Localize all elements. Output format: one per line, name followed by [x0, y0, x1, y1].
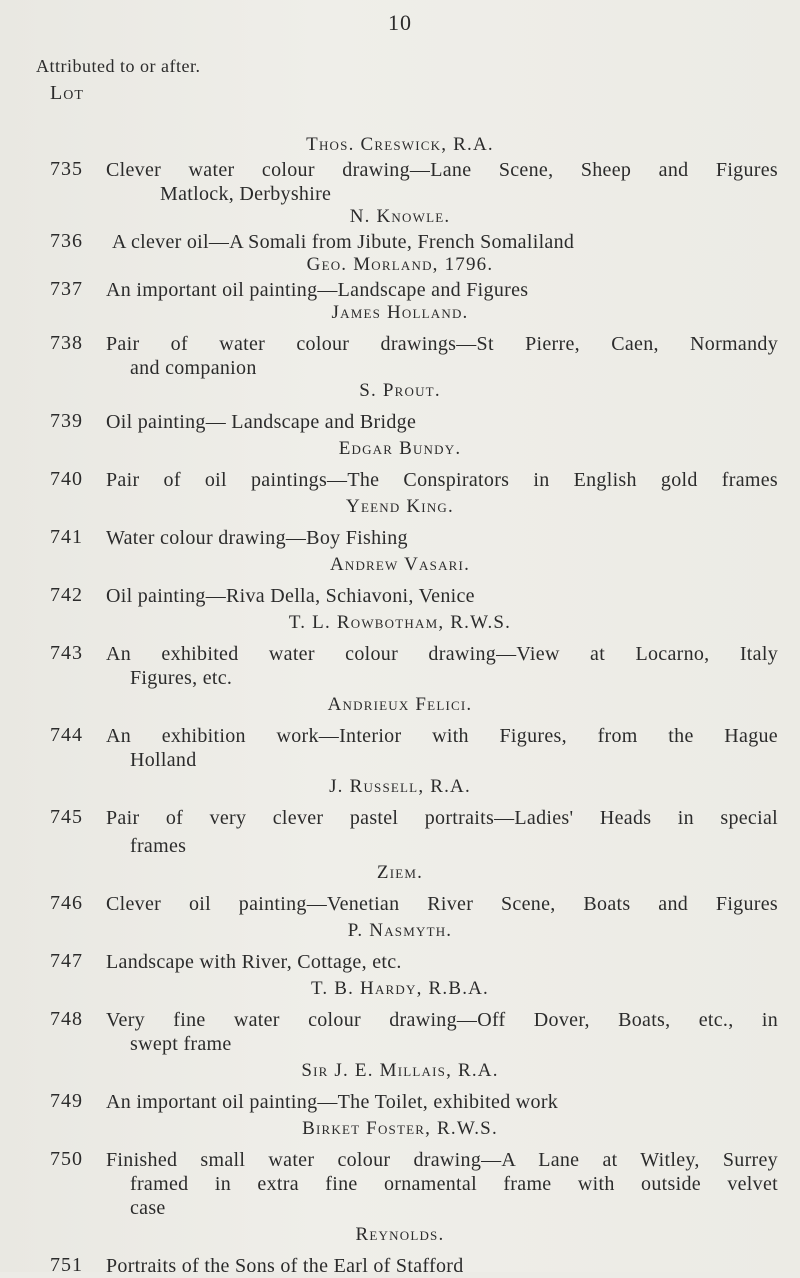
artist-name: Andrew Vasari.	[329, 554, 471, 575]
lot-number: 739	[50, 410, 83, 432]
artist-name: Edgar Bundy.	[338, 438, 462, 459]
artist-name: James Holland.	[331, 302, 469, 323]
artist-name: Ziem.	[376, 862, 424, 883]
lot-number: 745	[50, 806, 83, 828]
lot-description: An exhibition work—Interior with Figures, from the Hague	[106, 725, 778, 747]
artist-name: Geo. Morland, 1796.	[306, 254, 494, 275]
lot-number: 738	[50, 332, 83, 354]
artist-name: Birket Foster, R.W.S.	[302, 1118, 498, 1139]
lot-number: 741	[50, 526, 83, 548]
lot-description: Water colour drawing—Boy Fishing	[106, 527, 408, 549]
lot-description-cont: Figures, etc.	[130, 667, 233, 689]
lot-description: Landscape with River, Cottage, etc.	[106, 951, 402, 973]
lot-description-cont: case	[130, 1197, 166, 1219]
artist-name: S. Prout.	[359, 380, 441, 401]
lot-description: Oil painting— Landscape and Bridge	[106, 411, 417, 433]
lot-description: Finished small water colour drawing—A Lane at Witley, Surrey	[106, 1149, 778, 1171]
lot-description: Clever water colour drawing—Lane Scene, Sheep and Figures	[106, 159, 778, 181]
artist-name: T. B. Hardy, R.B.A.	[310, 978, 490, 999]
lot-description-cont: framed in extra fine ornamental frame with outside velvet	[130, 1173, 778, 1195]
lot-number: 747	[50, 950, 83, 972]
lot-description-cont: and companion	[130, 357, 257, 379]
section-heading: Attributed to or after.	[36, 56, 201, 76]
artist-name: Andrieux Felici.	[327, 694, 473, 715]
lot-description-cont: frames	[130, 835, 187, 857]
artist-name: Sir J. E. Millais, R.A.	[301, 1060, 499, 1081]
lot-column-header: Lot	[50, 82, 84, 104]
lot-description: An important oil painting—The Toilet, exhibited work	[106, 1091, 559, 1113]
lot-number: 750	[50, 1148, 83, 1170]
lot-number: 746	[50, 892, 83, 914]
artist-name: P. Nasmyth.	[347, 920, 453, 941]
lot-number: 743	[50, 642, 83, 664]
lot-number: 736	[50, 230, 83, 252]
lot-description-cont: Matlock, Derbyshire	[160, 183, 332, 205]
lot-number: 744	[50, 724, 83, 746]
lot-number: 749	[50, 1090, 83, 1112]
lot-description: Portraits of the Sons of the Earl of Stafford	[106, 1255, 464, 1277]
lot-description-cont: Holland	[130, 749, 197, 771]
lot-description: Oil painting—Riva Della, Schiavoni, Venice	[106, 585, 475, 607]
lot-number: 737	[50, 278, 83, 300]
lot-description: A clever oil—A Somali from Jibute, French Somaliland	[112, 231, 575, 253]
artist-name: Thos. Creswick, R.A.	[306, 134, 494, 155]
lot-number: 742	[50, 584, 83, 606]
lot-description: Pair of water colour drawings—St Pierre, Caen, Normandy	[106, 333, 778, 355]
lot-number: 735	[50, 158, 83, 180]
lot-number: 740	[50, 468, 83, 490]
lot-description: Pair of very clever pastel portraits—Ladies' Heads in special	[106, 807, 778, 829]
artist-name: N. Knowlе.	[349, 206, 451, 227]
lot-description: Clever oil painting—Venetian River Scene, Boats and Figures	[106, 893, 778, 915]
lot-description: Very fine water colour drawing—Off Dover, Boats, etc., in	[106, 1009, 778, 1031]
lot-description: Pair of oil paintings—The Conspirators in English gold frames	[106, 469, 778, 491]
lot-description-cont: swept frame	[130, 1033, 232, 1055]
lot-number: 751	[50, 1254, 83, 1276]
lot-description: An important oil painting—Landscape and Figures	[106, 279, 529, 301]
page-number: 10	[388, 10, 412, 35]
lot-description: An exhibited water colour drawing—View at Locarno, Italy	[106, 643, 778, 665]
artist-name: J. Russell, R.A.	[329, 776, 471, 797]
artist-name: Reynolds.	[355, 1224, 445, 1245]
artist-name: Yeend King.	[346, 496, 454, 517]
lot-number: 748	[50, 1008, 83, 1030]
artist-name: T. L. Rowbotham, R.W.S.	[288, 612, 512, 633]
